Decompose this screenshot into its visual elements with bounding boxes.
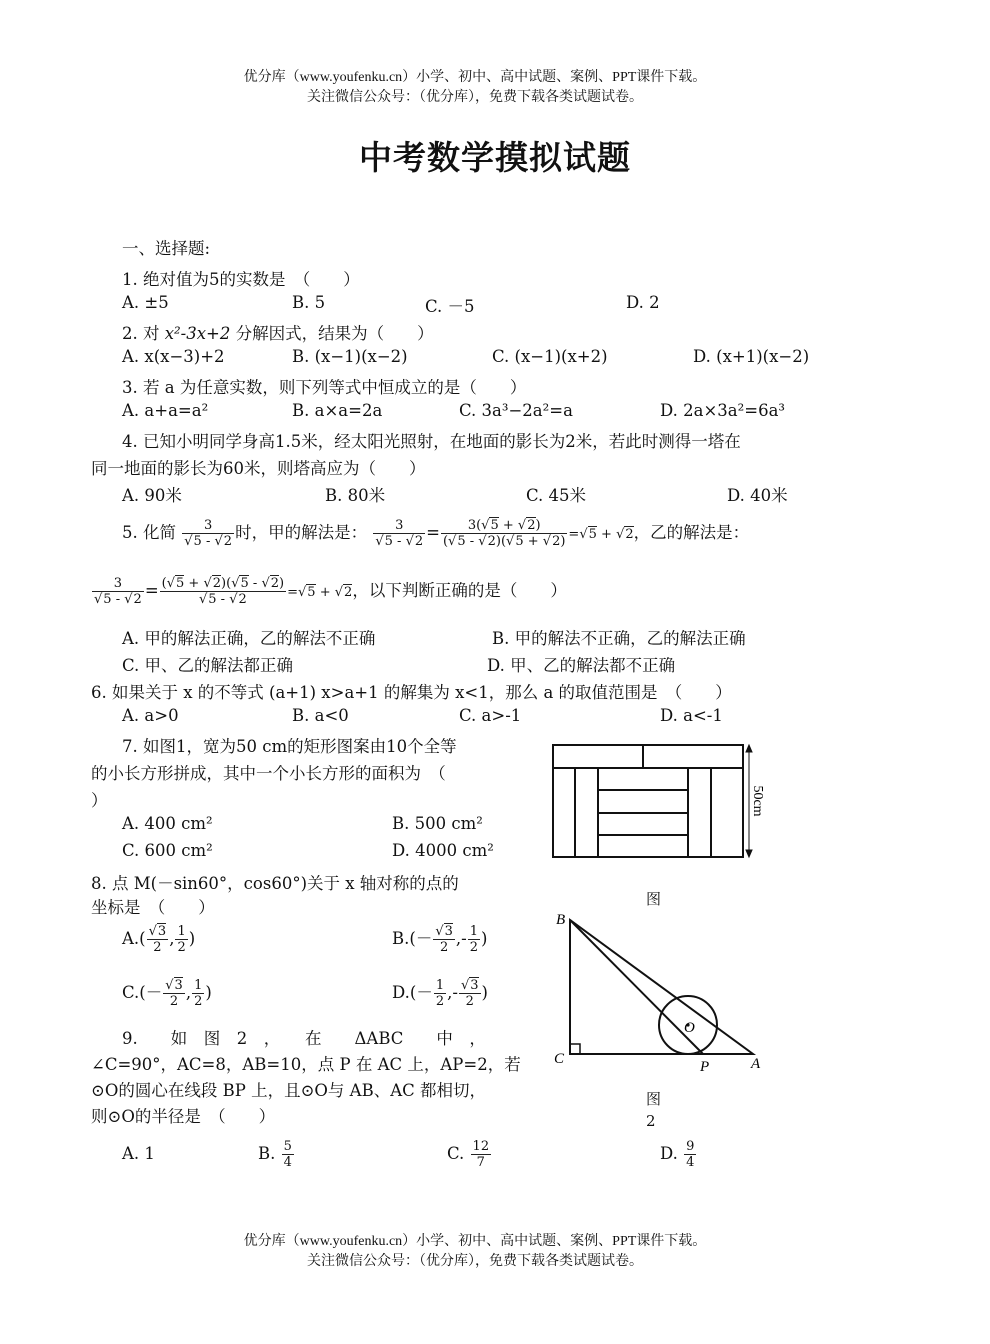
point-C-label: C: [554, 1051, 565, 1067]
q7-stem-line3: ）: [91, 791, 108, 810]
q5-yi-fraction-2: $\frac{(√5 + √2)(√5 - √2)}{√5 - √2}$: [161, 576, 285, 607]
q1-option-a: A. ±5: [122, 293, 169, 312]
q9-option-b: B. $\frac{5}{4}$: [258, 1139, 292, 1170]
q9-option-d: D. $\frac{9}{4}$: [660, 1139, 695, 1170]
figure-1-rectangle-pattern: [548, 738, 763, 863]
point-P-label: P: [700, 1059, 710, 1075]
header-line-2: 关注微信公众号：（优分库），免费下载各类试题试卷。: [307, 90, 643, 105]
q5-option-c: C. 甲、乙的解法都正确: [122, 656, 294, 675]
q5-fraction-given: $\frac{3}{√5 - √2}$: [184, 518, 233, 549]
q7-option-c: C. 600 cm²: [122, 841, 213, 860]
q5-option-b: B. 甲的解法不正确，乙的解法正确: [492, 629, 746, 648]
q9-stem-line3: ⊙O的圆心在线段 BP 上，且⊙O与 AB、AC 都相切，: [91, 1081, 486, 1100]
q3-option-a: A. a+a=a²: [122, 401, 209, 420]
point-B-label: B: [556, 912, 566, 928]
q5-option-a: A. 甲的解法正确，乙的解法不正确: [122, 629, 376, 648]
q6-option-d: D. a<-1: [660, 706, 723, 725]
figure-1-dimension-label: 50cm: [750, 785, 765, 817]
q6-option-b: B. a<0: [292, 706, 349, 725]
q6-stem: 6. 如果关于 x 的不等式 (a+1) x>a+1 的解集为 x<1，那么 a 的取值范围是 （ ）: [91, 683, 732, 702]
q8-option-d: D.(－ $\frac{1}{2}$ ,- $\frac{√3}{2}$ ): [392, 978, 488, 1009]
q2-option-a: A. x(x−3)+2: [122, 347, 225, 366]
q9-option-c: C. $\frac{12}{7}$: [447, 1139, 490, 1170]
q4-stem-line1: 4. 已知小明同学身高1.5米，经太阳光照射，在地面的影长为2米，若此时测得一塔在: [122, 432, 741, 451]
q4-option-d: D. 40米: [727, 486, 788, 505]
footer-line-2: 关注微信公众号：（优分库），免费下载各类试题试卷。: [307, 1254, 643, 1269]
q6-option-c: C. a>-1: [459, 706, 522, 725]
q3-option-c: C. 3a³−2a²=a: [459, 401, 573, 420]
q5-jia-fraction-1: $\frac{3}{√5 - √2}$: [375, 518, 424, 549]
q8-stem-line1: 8. 点 M(－sin60°，cos60°)关于 x 轴对称的点的: [91, 874, 459, 893]
q2-option-d: D. (x+1)(x−2): [693, 347, 810, 366]
page-title: 中考数学摸拟试题: [359, 138, 631, 177]
q7-stem-line1: 7. 如图1，宽为50 cm的矩形图案由10个全等: [122, 737, 457, 756]
q1-option-d: D. 2: [626, 293, 660, 312]
q4-option-a: A. 90米: [122, 486, 182, 505]
q7-option-d: D. 4000 cm²: [392, 841, 494, 860]
section-heading: 一、选择题:: [122, 239, 211, 258]
q4-option-b: B. 80米: [325, 486, 386, 505]
q8-stem-line2: 坐标是 （ ）: [91, 898, 215, 917]
q7-option-b: B. 500 cm²: [392, 814, 483, 833]
q1-option-c: C. －5: [425, 297, 475, 316]
q9-stem-line2: ∠C=90°，AC=8，AB=10，点 P 在 AC 上，AP=2，若: [91, 1055, 521, 1074]
figure-2-triangle: [548, 905, 768, 1085]
q5-yi-fraction-1: $\frac{3}{√5 - √2}$: [94, 576, 142, 607]
point-O-label: O: [684, 1020, 695, 1036]
q5-stem-line1: 5. 化简 $\frac{3}{√5 - √2}$ 时，甲的解法是： $\frac{3}{√5 - √2}$ = $\frac{3(√5 + √2)}{(√5 - √2)(√5 + √2)}$ =√5 + √2，乙的解法是：: [122, 518, 750, 549]
point-A-label: A: [751, 1056, 761, 1072]
q6-option-a: A. a>0: [122, 706, 179, 725]
q8-option-b: B.(－ $\frac{√3}{2}$ ,- $\frac{1}{2}$ ): [392, 924, 488, 955]
q8-option-a: A.( $\frac{√3}{2}$ , $\frac{1}{2}$ ): [122, 924, 196, 955]
figure-2-number: 2: [646, 1112, 656, 1130]
q9-option-a: A. 1: [122, 1144, 155, 1163]
figure-1-caption: 图: [646, 890, 662, 908]
q4-stem-line2: 同一地面的影长为60米，则塔高应为（ ）: [91, 459, 426, 478]
q9-stem-line4: 则⊙O的半径是 （ ）: [91, 1107, 276, 1126]
q8-option-c: C.(－ $\frac{√3}{2}$ , $\frac{1}{2}$ ): [122, 978, 212, 1009]
footer-line-1: 优分库（www.youfenku.cn）小学、初中、高中试题、案例、PPT课件下载。: [243, 1234, 707, 1249]
q3-option-b: B. a×a=2a: [292, 401, 383, 420]
q4-option-c: C. 45米: [526, 486, 587, 505]
q5-option-d: D. 甲、乙的解法都不正确: [487, 656, 676, 675]
q1-option-b: B. 5: [292, 293, 326, 312]
q7-option-a: A. 400 cm²: [122, 814, 213, 833]
q2-option-c: C. (x−1)(x+2): [492, 347, 608, 366]
q2-option-b: B. (x−1)(x−2): [292, 347, 408, 366]
figure-2-caption: 图: [646, 1090, 662, 1108]
header-line-1: 优分库（www.youfenku.cn）小学、初中、高中试题、案例、PPT课件下载。: [243, 70, 707, 85]
q1-stem: 1. 绝对值为5的实数是 （ ）: [122, 270, 360, 289]
q5-jia-fraction-2: $\frac{3(√5 + √2)}{(√5 - √2)(√5 + √2)}$: [442, 518, 566, 549]
q2-stem: 2. 对 x²-3x+2 分解因式，结果为（ ）: [122, 324, 434, 343]
q3-option-d: D. 2a×3a²=6a³: [660, 401, 786, 420]
q7-stem-line2: 的小长方形拼成，其中一个小长方形的面积为 （: [91, 764, 446, 783]
q5-stem-line2: $\frac{3}{√5 - √2}$ = $\frac{(√5 + √2)(√5 - √2)}{√5 - √2}$ =√5 + √2，以下判断正确的是（ ）: [94, 576, 567, 607]
q9-stem-line1: 9. 如 图 2 ， 在 ΔABC 中 ，: [122, 1029, 486, 1048]
q3-stem: 3. 若 a 为任意实数，则下列等式中恒成立的是（ ）: [122, 378, 527, 397]
